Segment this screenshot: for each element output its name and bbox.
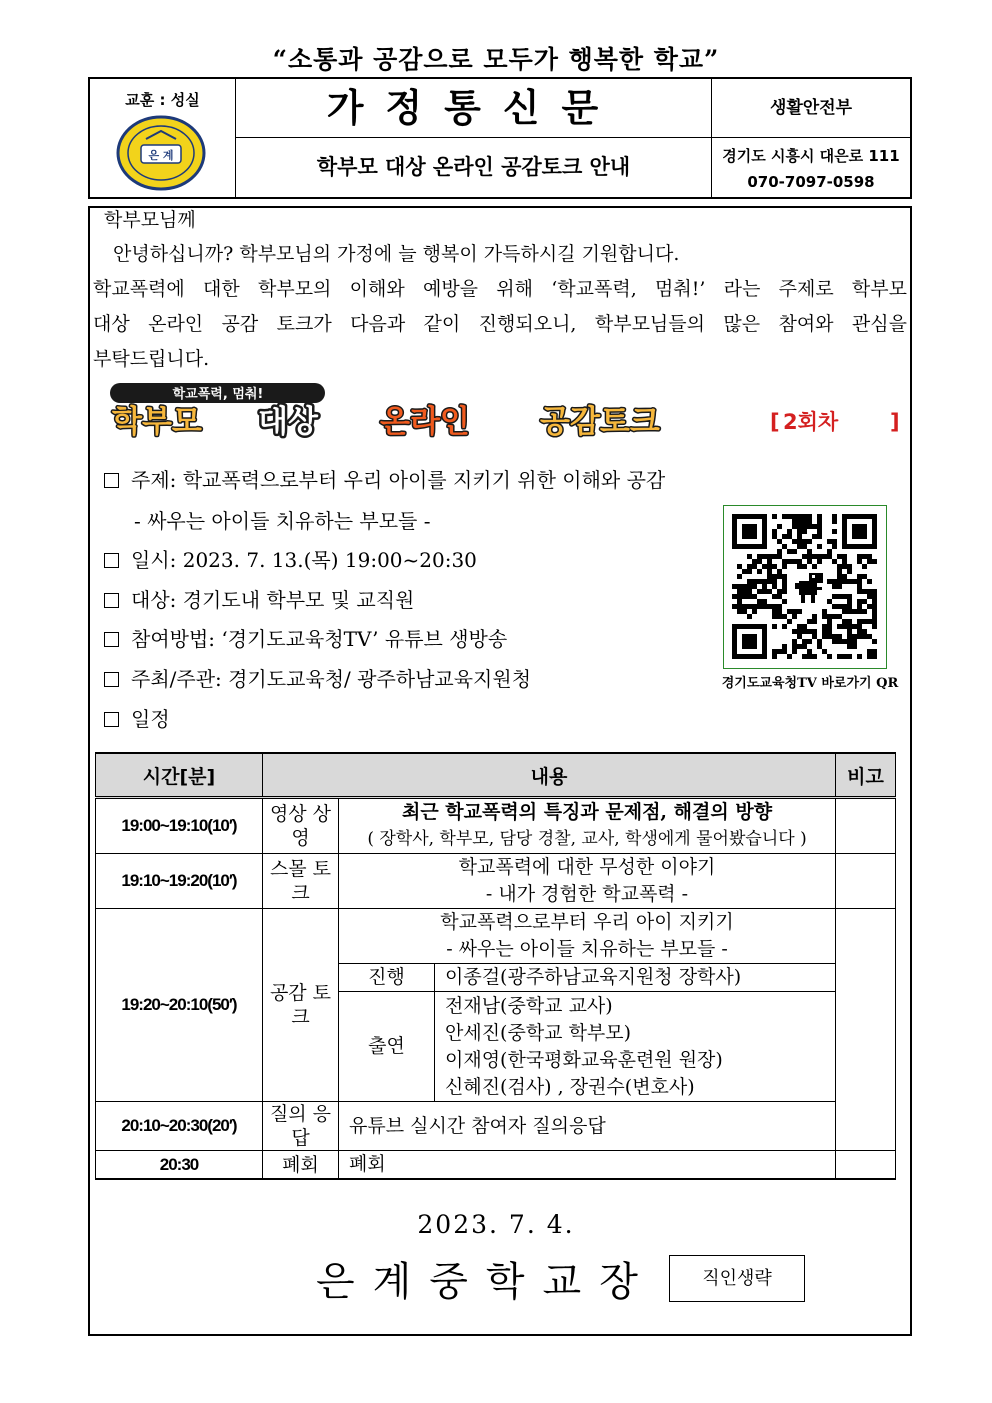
- item-schedule: 일정: [104, 704, 170, 734]
- row-note: [836, 854, 896, 909]
- host-label: 진행: [339, 964, 435, 992]
- checkbox-icon: [104, 473, 119, 488]
- item-method: 참여방법: ‘경기도교육청TV’ 유튜브 생방송: [104, 624, 507, 654]
- item-date: 일시: 2023. 7. 13.(목) 19:00~20:30: [104, 545, 477, 575]
- checkbox-icon: [104, 712, 119, 727]
- row-note: [836, 909, 896, 1151]
- qr-code-frame[interactable]: [723, 505, 887, 669]
- intro-line: 부탁드립니다.: [93, 348, 210, 370]
- intro-line: 안녕하십니까? 학부모님의 가정에 늘 행복이 가득하시길 기원합니다.: [113, 243, 680, 265]
- row-category: 질의 응답: [263, 1102, 339, 1151]
- row-content: 유튜브 실시간 참여자 질의응답: [339, 1102, 836, 1151]
- row-content: 학교폭력에 대한 무성한 이야기 - 내가 경험한 학교폭력 -: [339, 854, 836, 909]
- checkbox-icon: [104, 672, 119, 687]
- school-contact: [712, 143, 910, 195]
- row-time: 20:30: [96, 1151, 263, 1180]
- department: 생활안전부: [712, 79, 910, 138]
- header-left-cell: [90, 79, 236, 197]
- intro-line: 학교폭력에 대한 학부모의 이해와 예방을 위해 ‘학교폭력, 멈춰!’ 라는 주제로 학부모: [93, 278, 907, 300]
- greeting: 학부모님께: [104, 209, 196, 231]
- row-content: 최근 학교폭력의 특징과 문제점, 해결의 방향 ( 장학사, 학부모, 담당 경찰, 교사, 학생에게 물어봤습니다 ): [339, 798, 836, 854]
- table-row: [96, 798, 896, 854]
- seal-omitted: 직인생략: [669, 1255, 805, 1302]
- row-category: 폐회: [263, 1151, 339, 1180]
- item-topic: 주제: 학교폭력으로부터 우리 아이를 지키기 위한 이해와 공감: [104, 465, 665, 495]
- qr-caption: 경기도교육청TV 바로가기 QR: [721, 676, 899, 691]
- principal-signature: 은계중학교장: [316, 1259, 656, 1305]
- intro-line: 대상 온라인 공감 토크가 다음과 같이 진행되오니, 학부모님들의 많은 참여와 관심을: [93, 313, 907, 335]
- school-address: 경기도 시흥시 대은로 111: [722, 147, 900, 165]
- col-header-content: 내용: [263, 753, 836, 798]
- item-topic-sub: - 싸우는 아이들 치유하는 부모들 -: [134, 509, 431, 533]
- checkbox-icon: [104, 593, 119, 608]
- checkbox-icon: [104, 553, 119, 568]
- banner-part2: 대상: [258, 404, 318, 440]
- checkbox-icon: [104, 632, 119, 647]
- table-row: [96, 909, 896, 964]
- document-subtitle: 학부모 대상 온라인 공감토크 안내: [316, 155, 631, 179]
- banner-session-open: [: [770, 410, 780, 434]
- motto-label: 교훈 : 성실: [125, 91, 200, 109]
- row-content: 학교폭력으로부터 우리 아이 지키기 - 싸우는 아이들 치유하는 부모들 -: [339, 909, 836, 964]
- row-note: [836, 1151, 896, 1180]
- logo-text: 은 계: [148, 149, 174, 162]
- panel-label: 출연: [339, 992, 435, 1102]
- school-motto: “소통과 공감으로 모두가 행복한 학교”: [272, 45, 720, 74]
- issue-date: 2023. 7. 4.: [417, 1210, 575, 1239]
- row-time: 20:10~20:30(20′): [96, 1102, 263, 1151]
- item-host: 주최/주관: 경기도교육청/ 광주하남교육지원청: [104, 664, 531, 694]
- letter-header: [88, 77, 912, 199]
- row-content: 폐회: [339, 1151, 836, 1180]
- col-header-time: 시간[분]: [96, 753, 263, 798]
- school-logo-icon: [116, 115, 206, 191]
- row-category: 스몰 토크: [263, 854, 339, 909]
- school-phone: 070-7097-0598: [747, 173, 875, 191]
- panel-list: 전재남(중학교 교사) 안세진(중학교 학부모) 이재영(한국평화교육훈련원 원장) 신혜진(검사) , 장권수(변호사): [435, 992, 836, 1102]
- col-header-note: 비고: [836, 753, 896, 798]
- banner-part3: 온라인: [380, 404, 470, 440]
- qr-code-icon[interactable]: [724, 506, 886, 668]
- banner-session: 2회차: [783, 410, 839, 434]
- row-time: 19:00~19:10(10′): [96, 798, 263, 854]
- banner-part1: 학부모: [112, 404, 202, 440]
- table-row: [96, 1102, 896, 1151]
- row-time: 19:10~19:20(10′): [96, 854, 263, 909]
- row-time: 19:20~20:10(50′): [96, 909, 263, 1102]
- banner-part4: 공감토크: [540, 404, 660, 440]
- table-row: [96, 1151, 896, 1180]
- schedule-table: [95, 752, 896, 1180]
- table-row: [96, 854, 896, 909]
- banner-session-close: ]: [890, 410, 900, 434]
- event-banner: [108, 382, 908, 442]
- document-title: 가정통신문: [236, 79, 711, 138]
- item-target: 대상: 경기도내 학부모 및 교직원: [104, 585, 414, 615]
- row-category: 공감 토크: [263, 909, 339, 1102]
- row-category: 영상 상영: [263, 798, 339, 854]
- host-name: 이종걸(광주하남교육지원청 장학사): [435, 964, 836, 992]
- banner-tag: 학교폭력, 멈춰!: [172, 387, 264, 402]
- row-note: [836, 798, 896, 854]
